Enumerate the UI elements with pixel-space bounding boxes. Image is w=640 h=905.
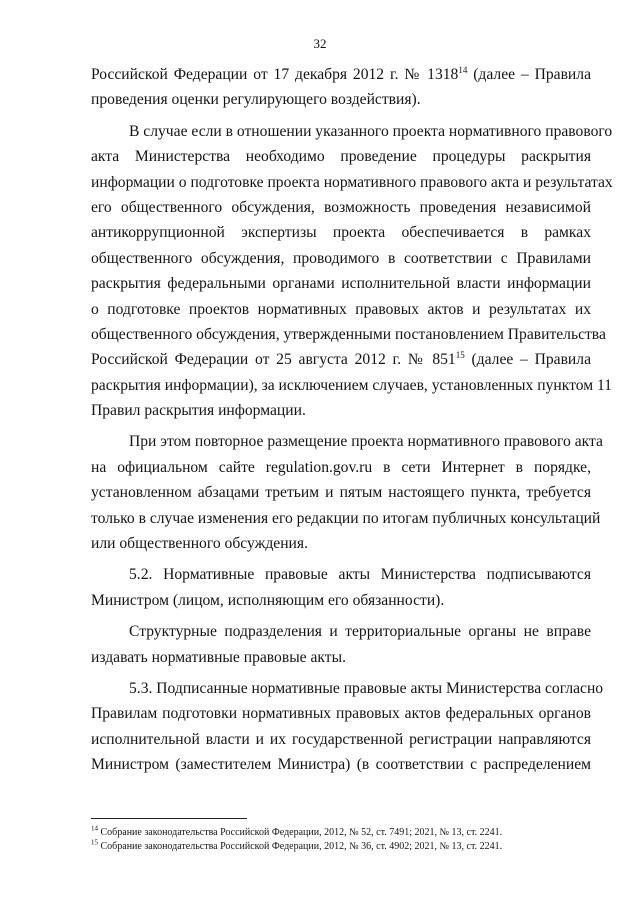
text-line (91, 246, 591, 271)
paragraph (91, 619, 591, 670)
paragraph (91, 62, 591, 113)
footnotes (91, 826, 561, 854)
line-text: раскрытия федеральными органами исполнительной власти информации (91, 275, 591, 293)
line-text: антикоррупционной экспертизы проекта обеспечивается в рамках (91, 224, 591, 242)
text-line (91, 271, 591, 296)
line-text: Министром (заместителем Министра) (в соответствии с распределением (91, 756, 591, 774)
text-line (91, 619, 591, 644)
text-line (91, 220, 591, 245)
text-line (91, 429, 603, 454)
paragraph (91, 429, 603, 556)
page-number: 32 (313, 36, 327, 51)
text-line (91, 62, 591, 87)
text-line (91, 588, 591, 613)
text-line (91, 195, 591, 220)
text-line (91, 455, 591, 480)
text-line (91, 373, 612, 398)
paragraph (91, 119, 613, 424)
text-line (91, 119, 613, 144)
line-text: издавать нормативные правовые акты. (91, 648, 346, 666)
line-text: или общественного обсуждения. (91, 535, 308, 553)
footnote-text: Собрание законодательства Российской Федерации, 2012, № 52, ст. 7491; 2021, № 13, ст. 2241. (98, 827, 503, 838)
footnote-reference: 14 (458, 64, 468, 75)
footnote-mark: 15 (91, 838, 98, 847)
text-line (91, 398, 591, 423)
text-line (91, 531, 591, 556)
line-text: 5.2. Нормативные правовые акты Министерства подписываются (129, 566, 591, 584)
text-line (91, 645, 591, 670)
text-line (91, 347, 591, 372)
text-line (91, 752, 591, 777)
text-line (91, 170, 613, 195)
paragraph (91, 562, 591, 613)
text-line (91, 562, 591, 587)
line-text: Российской Федерации от 17 декабря 2012 г. № 1318 (91, 66, 459, 83)
line-text: исполнительной власти и их государственной регистрации направляются (91, 730, 591, 748)
line-text: (далее – Правила (464, 351, 591, 369)
footnote (91, 840, 561, 854)
footnote (91, 826, 561, 840)
text-line (91, 506, 601, 531)
text-line (91, 144, 591, 169)
line-text: В случае если в отношении указанного проекта нормативного правового (129, 122, 613, 140)
line-text: Министром (лицом, исполняющим его обязанности). (91, 591, 445, 609)
footnote-reference: 15 (455, 350, 465, 361)
line-text: Правил раскрытия информации. (91, 402, 306, 420)
text-line (91, 480, 591, 505)
footnote-text: Собрание законодательства Российской Федерации, 2012, № 36, ст. 4902; 2021, № 13, ст. 2241. (98, 841, 503, 852)
body-text (91, 62, 613, 778)
text-line (91, 727, 591, 752)
line-text: акта Министерства необходимо проведение процедуры раскрытия (91, 148, 591, 166)
line-text: общественного обсуждения, проводимого в соответствии с Правилами (91, 249, 591, 267)
paragraph (91, 676, 604, 778)
line-text: проведения оценки регулирующего воздействия). (91, 91, 421, 109)
text-line (91, 676, 604, 701)
line-text: Структурные подразделения и территориальные органы не вправе (129, 623, 591, 641)
line-text: Правилам подготовки нормативных правовых актов федеральных органов (91, 705, 591, 723)
text-line (91, 297, 591, 322)
line-text: 5.3. Подписанные нормативные правовые акты Министерства согласно (129, 679, 604, 697)
line-text: на официальном сайте regulation.gov.ru в сети Интернет в порядке, (91, 458, 591, 476)
text-line (91, 322, 606, 347)
text-line (91, 701, 591, 726)
line-text: установленном абзацами третьим и пятым настоящего пункта, требуется (91, 484, 591, 502)
line-text: При этом повторное размещение проекта нормативного правового акта (129, 433, 603, 451)
footnote-mark: 14 (91, 824, 98, 833)
line-text: только в случае изменения его редакции по итогам публичных консультаций (91, 509, 601, 527)
line-text: его общественного обсуждения, возможность проведения независимой (91, 198, 591, 216)
footnote-divider (91, 818, 247, 819)
line-text: о подготовке проектов нормативных правовых актов и результатах их (91, 300, 591, 318)
line-text: (далее – Правила (467, 66, 591, 83)
line-text: раскрытия информации), за исключением случаев, установленных пунктом 11 (91, 376, 612, 394)
text-line (91, 87, 591, 112)
line-text: Российской Федерации от 25 августа 2012 г. № 851 (91, 351, 456, 369)
line-text: общественного обсуждения, утвержденными постановлением Правительства (91, 325, 606, 343)
line-text: информации о подготовке проекта нормативного правового акта и результатах (91, 173, 613, 191)
